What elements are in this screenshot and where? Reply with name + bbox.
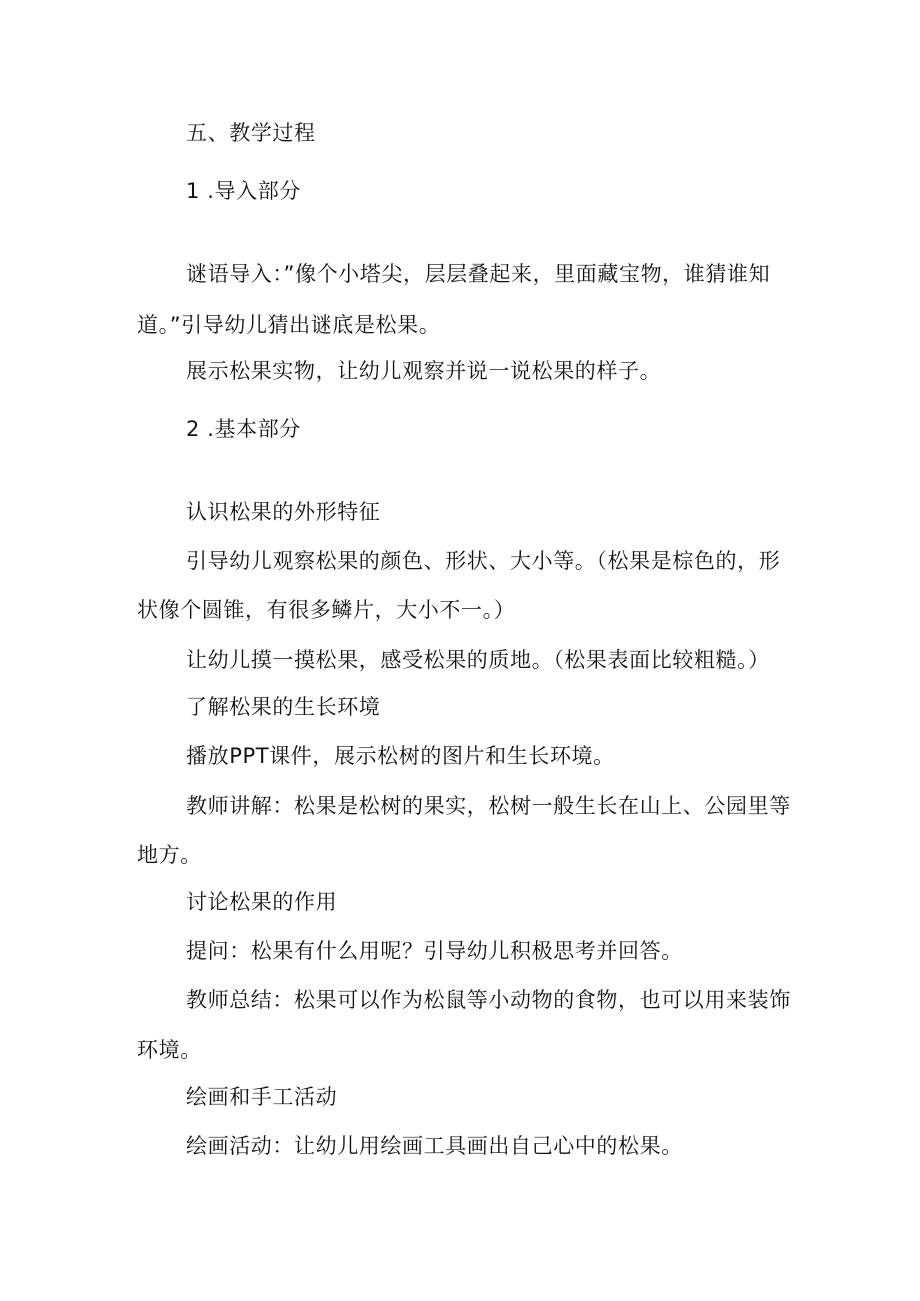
paragraph-teacher-explain-line-2: 地方。	[137, 843, 202, 867]
paragraph-riddle-line-2: 道。”引导幼儿猜出谜底是松果。	[137, 313, 441, 337]
paragraph-question: 提问：松果有什么用呢？引导幼儿积极思考并回答。	[186, 939, 683, 963]
topic-growth-environment: 了解松果的生长环境	[186, 695, 381, 719]
section-heading-teaching-process: 五、教学过程	[186, 121, 316, 145]
paragraph-teacher-explain-line-1: 教师讲解：松果是松树的果实，松树一般生长在山上、公园里等	[186, 794, 791, 818]
paragraph-observe-line-1: 引导幼儿观察松果的颜色、形状、大小等。（松果是棕色的，形	[186, 549, 781, 573]
paragraph-play-ppt: 播放PPT课件，展示松树的图片和生长环境。	[186, 744, 615, 768]
paragraph-touch-pinecone: 让幼儿摸一摸松果，感受松果的质地。（松果表面比较粗糙。）	[186, 648, 770, 672]
paragraph-riddle-line-1: 谜语导入：”像个小塔尖，层层叠起来，里面藏宝物，谁猜谁知	[186, 262, 771, 286]
paragraph-observe-line-2: 状像个圆锥，有很多鳞片，大小不一。）	[137, 598, 516, 622]
paragraph-drawing-activity: 绘画活动：让幼儿用绘画工具画出自己心中的松果。	[186, 1134, 683, 1158]
paragraph-teacher-summary-line-1: 教师总结：松果可以作为松鼠等小动物的食物，也可以用来装饰	[186, 988, 791, 1012]
topic-shape-features: 认识松果的外形特征	[186, 500, 381, 524]
paragraph-show-pinecone: 展示松果实物，让幼儿观察并说一说松果的样子。	[186, 359, 662, 383]
topic-drawing-handcraft: 绘画和手工活动	[186, 1085, 338, 1109]
topic-pinecone-uses: 讨论松果的作用	[186, 890, 338, 914]
subheading-basic-part: 2 .基本部分	[186, 417, 301, 441]
paragraph-teacher-summary-line-2: 环境。	[137, 1038, 202, 1062]
subheading-introduction: 1 .导入部分	[186, 179, 301, 203]
